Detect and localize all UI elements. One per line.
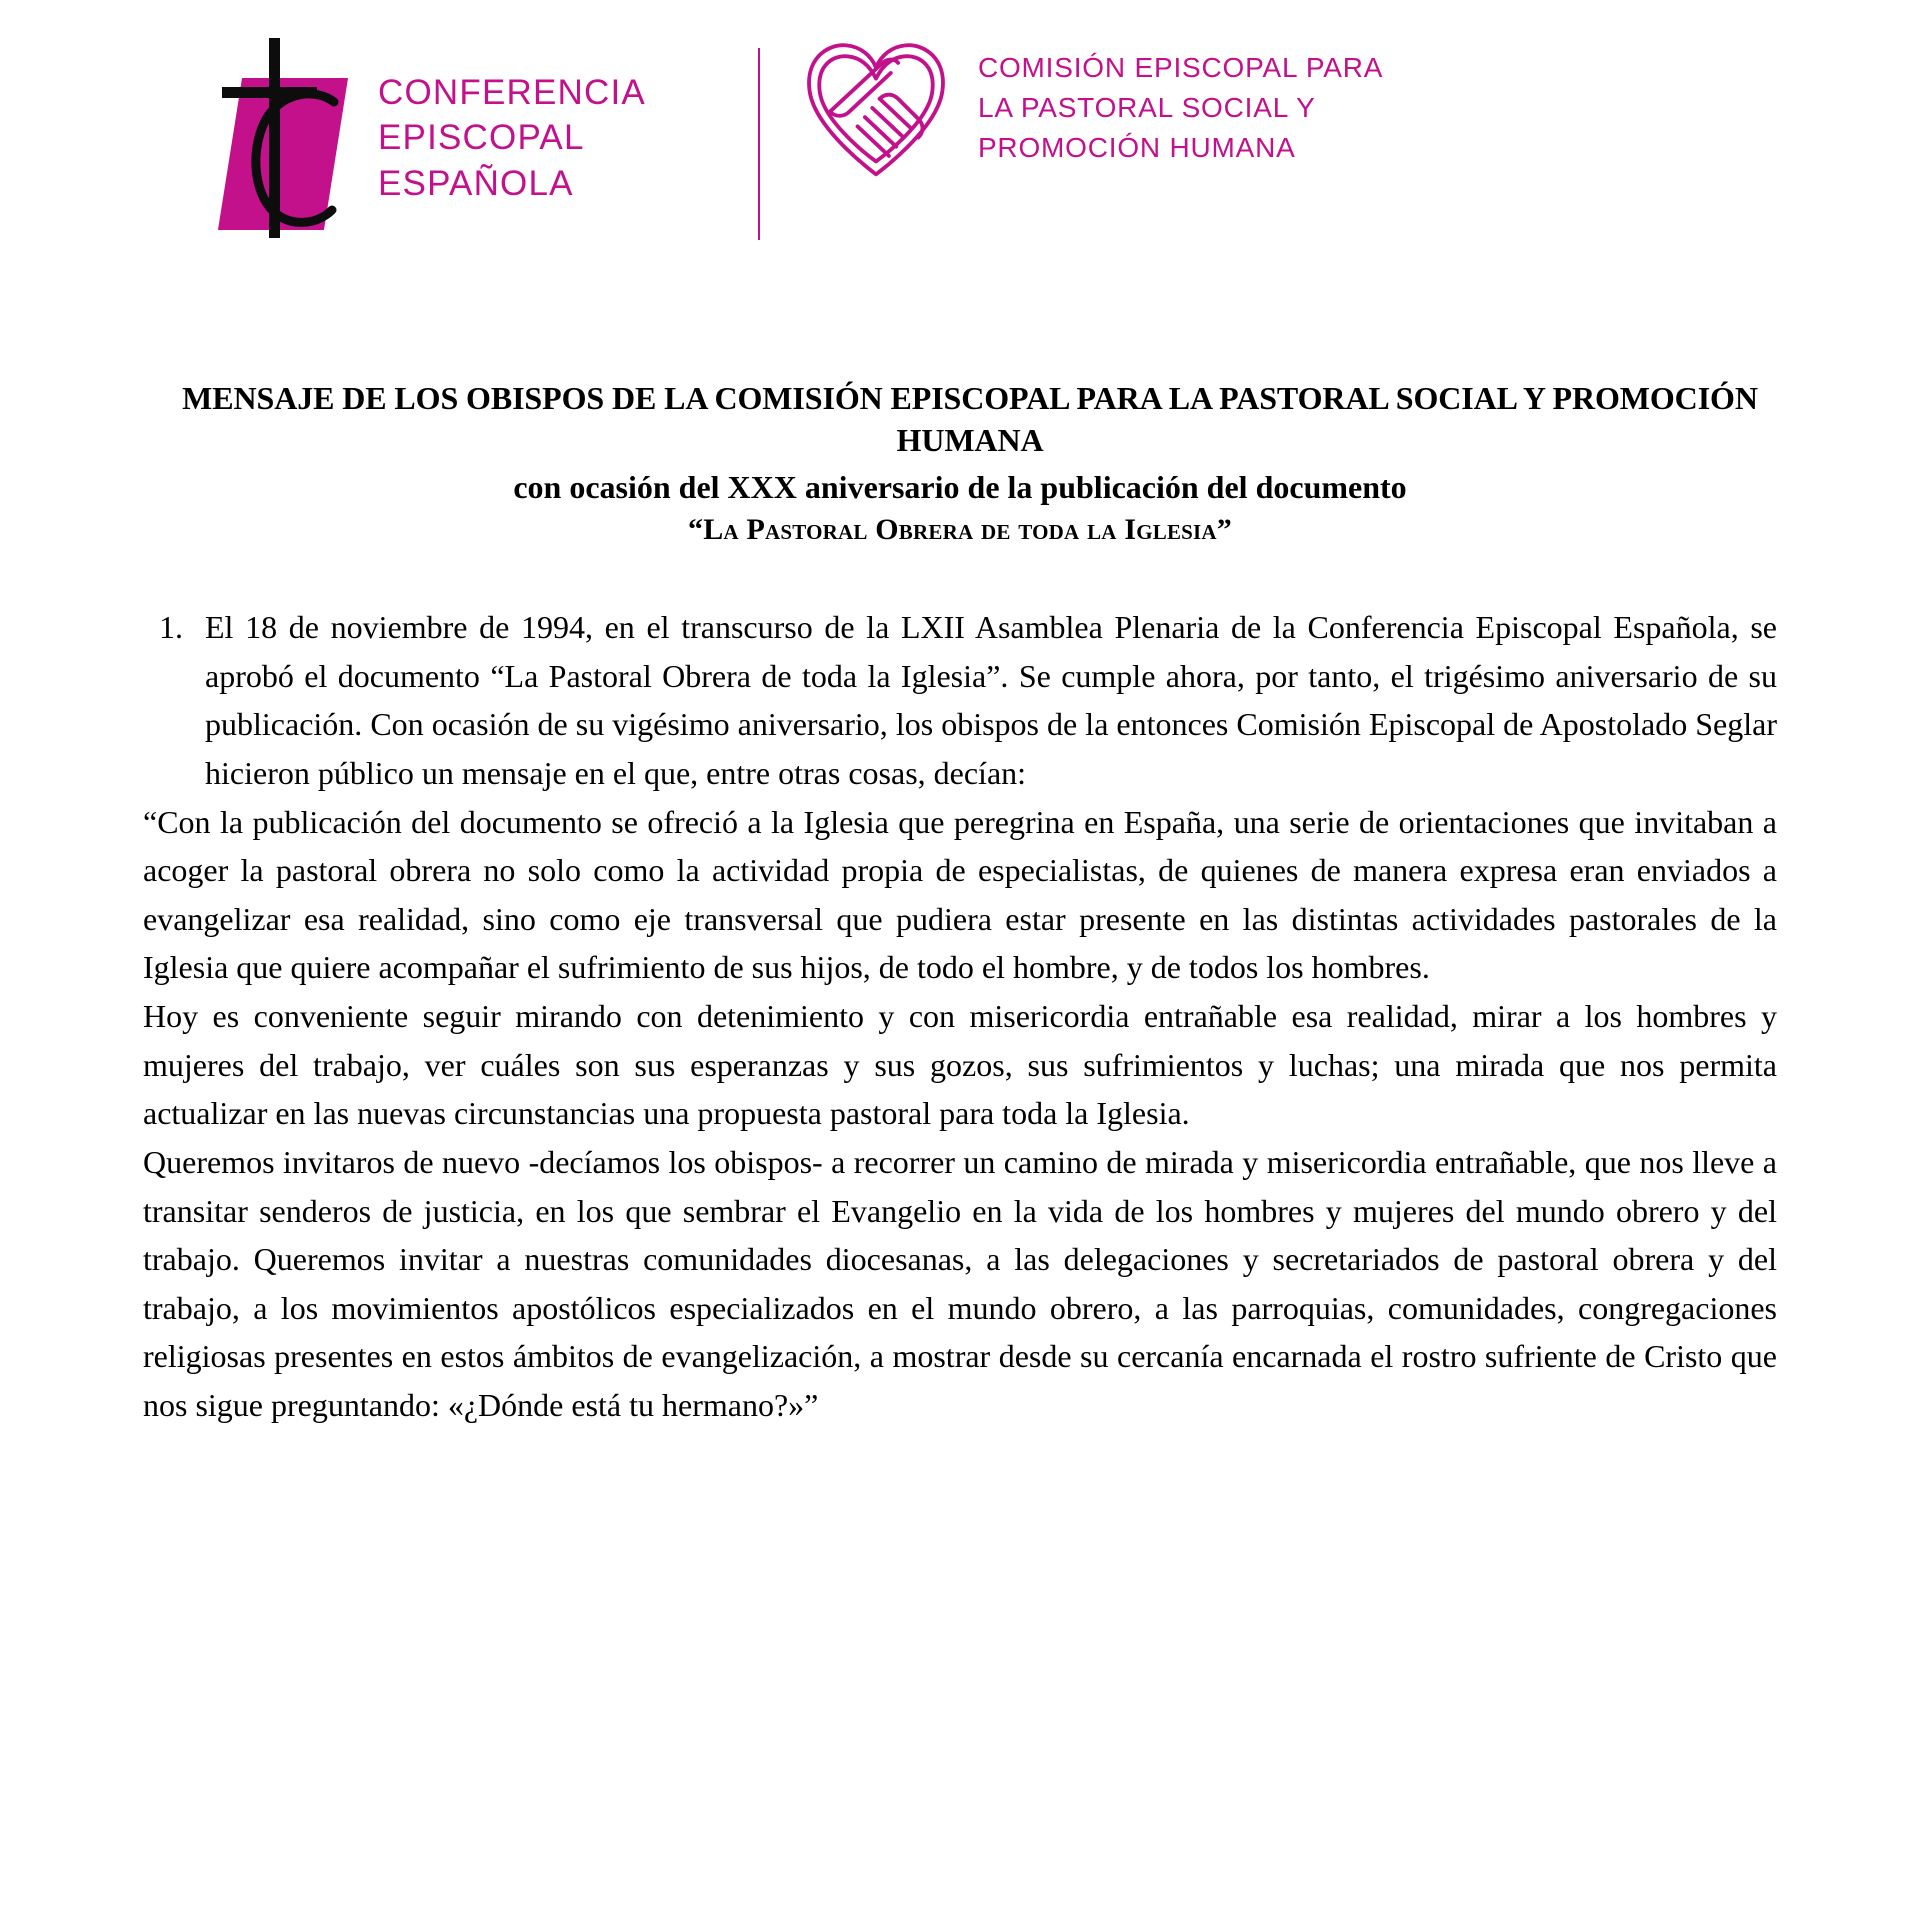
cep-logo	[802, 38, 1383, 178]
cee-logo	[222, 38, 646, 238]
paragraph-number: 1.	[159, 609, 183, 646]
numbered-paragraph-1	[143, 603, 1777, 798]
cee-logo-text	[378, 70, 646, 207]
title-line-document-name: “La Pastoral Obrera de toda la Iglesia”	[688, 513, 1232, 547]
heart-hands-icon	[802, 38, 950, 178]
cee-c-glyph-icon	[238, 74, 346, 234]
paragraph-quote-3: Queremos invitaros de nuevo -decíamos los obispos- a recorrer un camino de mirada y misericordia entrañable, que nos lleve a transitar senderos de justicia, en los que sembrar el Evangelio en la vida de los hombres y mujeres del mundo obrero y del trabajo. Queremos invitar a nuestras comunidades diocesanas, a las delegaciones y secretariados de pastoral obrera y del trabajo, a los movimientos apostólicos especializados en el mundo obrero, a las parroquias, comunidades, congregaciones religiosas presentes en estos ámbitos de evangelización, a mostrar desde su cercanía encarnada el rostro sufriente de Cristo que nos sigue preguntando: «¿Dónde está tu hermano?»”	[143, 1143, 1777, 1424]
cep-logo-text	[978, 48, 1383, 167]
cep-logo-line-3: PROMOCIÓN HUMANA	[977, 131, 1296, 163]
logo-divider	[758, 48, 760, 240]
title-line-subtitle: con ocasión del XXX aniversario de la publicación del documento	[513, 469, 1407, 506]
cee-logo-line-2: EPISCOPAL	[378, 118, 585, 158]
cep-logo-line-1: COMISIÓN EPISCOPAL PARA	[977, 52, 1384, 84]
title-line-main: MENSAJE DE LOS OBISPOS DE LA COMISIÓN EPISCOPAL PARA LA PASTORAL SOCIAL Y PROMOCIÓN HUMANA	[182, 380, 1758, 458]
document-header	[0, 0, 1920, 250]
paragraph-intro: El 18 de noviembre de 1994, en el transcurso de la LXII Asamblea Plenaria de la Conferencia Episcopal Española, se aprobó el documento “La Pastoral Obrera de toda la Iglesia”. Se cumple ahora, por tanto, el trigésimo aniversario de su publicación. Con ocasión de su vigésimo aniversario, los obispos de la entonces Comisión Episcopal de Apostolado Seglar hicieron público un mensaje en el que, entre otras cosas, decían:	[205, 609, 1777, 791]
document-body	[143, 603, 1777, 1430]
document-title-block	[160, 378, 1760, 547]
cee-cross-vertical	[269, 38, 280, 238]
cee-logo-line-1: CONFERENCIA	[378, 72, 646, 112]
cee-emblem-icon	[222, 38, 352, 238]
cep-logo-line-2: LA PASTORAL SOCIAL Y	[977, 92, 1316, 124]
cee-logo-line-3: ESPAÑOLA	[378, 163, 574, 203]
paragraph-quote-2: Hoy es conveniente seguir mirando con detenimiento y con misericordia entrañable esa realidad, mirar a los hombres y mujeres del trabajo, ver cuáles son sus esperanzas y sus gozos, sus sufrimientos y luchas; una mirada que nos permita actualizar en las nuevas circunstancias una propuesta pastoral para toda la Iglesia.	[143, 998, 1777, 1132]
paragraph-quote-1: “Con la publicación del documento se ofreció a la Iglesia que peregrina en España, una serie de orientaciones que invitaban a acoger la pastoral obrera no solo como la actividad propia de especialistas, de quienes de manera expresa eran enviados a evangelizar esa realidad, sino como eje transversal que pudiera estar presente en las distintas actividades pastorales de la Iglesia que quiere acompañar el sufrimiento de sus hijos, de todo el hombre, y de todos los hombres.	[143, 803, 1777, 986]
